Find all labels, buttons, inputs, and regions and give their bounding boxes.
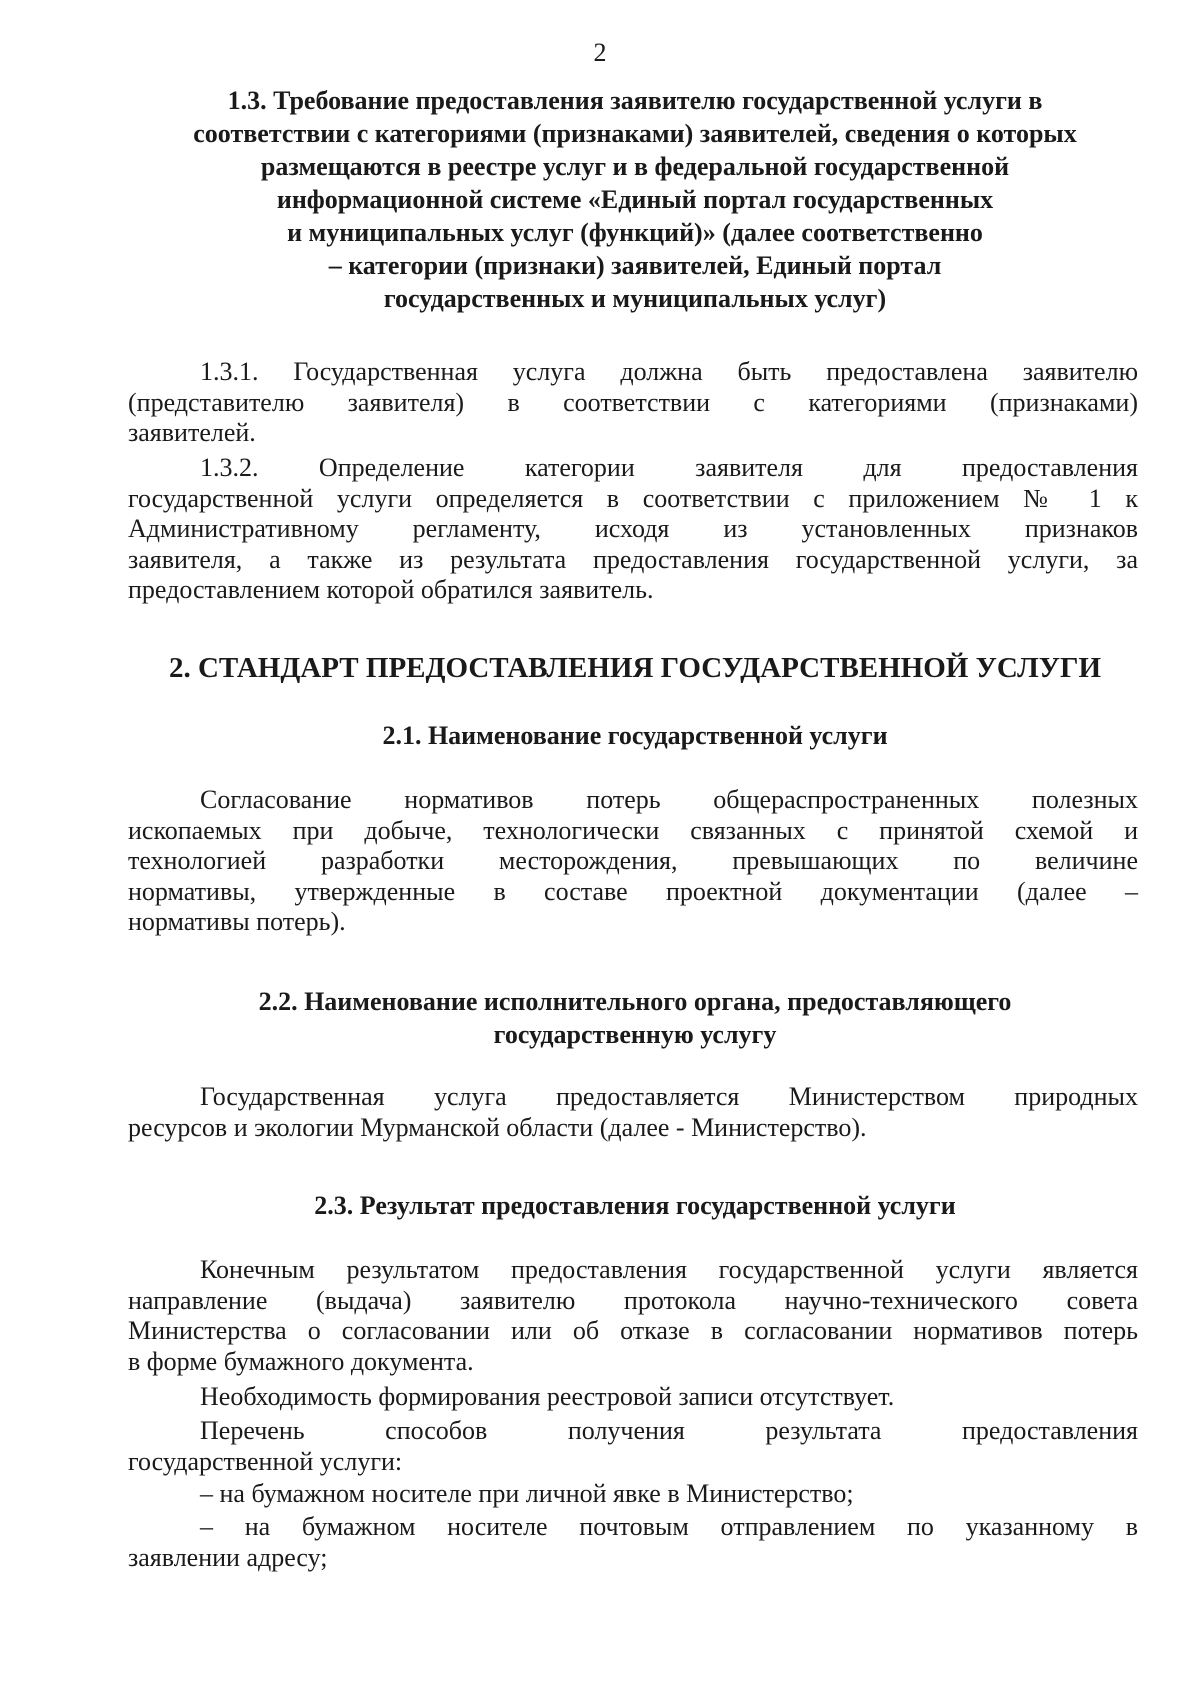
section-2-2-title bbox=[120, 985, 1150, 1051]
text-line: заявителей. bbox=[128, 418, 256, 447]
text-line: ископаемых при добыче, технологически связанных с принятой схемой и bbox=[128, 815, 1138, 845]
title-line: – категории (признаки) заявителей, Единый портал bbox=[328, 251, 942, 280]
text-line: в форме бумажного документа. bbox=[128, 1346, 474, 1376]
list-item bbox=[128, 1512, 1138, 1573]
title-line: 2.1. Наименование государственной услуги bbox=[382, 721, 888, 750]
paragraph-1-3-1 bbox=[128, 357, 1138, 449]
title-line: 2. СТАНДАРТ ПРЕДОСТАВЛЕНИЯ ГОСУДАРСТВЕННОЙ УСЛУГИ bbox=[168, 652, 1102, 684]
text-line: Необходимость формирования реестровой записи отсутствует. bbox=[200, 1382, 895, 1411]
text-line: 1.3.2. Определение категории заявителя для предоставления bbox=[200, 453, 1138, 482]
text-line: нормативы потерь). bbox=[128, 907, 346, 936]
text-line: государственной услуги определяется в соответствии с приложением № 1 к bbox=[128, 483, 1138, 513]
paragraph-2-1 bbox=[128, 785, 1138, 938]
text-line: направление (выдача) заявителю протокола научно-технического совета bbox=[128, 1285, 1138, 1315]
page-number: 2 bbox=[593, 38, 607, 67]
text-line: заявителя, а также из результата предоставления государственной услуги, за bbox=[128, 544, 1138, 574]
section-1-3-title bbox=[120, 84, 1150, 315]
paragraph-2-3-methods bbox=[128, 1416, 1138, 1477]
section-2-1-title bbox=[120, 719, 1150, 752]
text-line: Административному регламенту, исходя из установленных признаков bbox=[128, 514, 1138, 543]
text-line: – на бумажном носителе при личной явке в Министерство; bbox=[200, 1479, 854, 1508]
section-2-title bbox=[120, 650, 1150, 686]
text-line: Конечным результатом предоставления государственной услуги является bbox=[200, 1255, 1138, 1284]
text-line: Согласование нормативов потерь общераспространенных полезных bbox=[200, 785, 1138, 814]
title-line: информационной системе «Единый портал государственных bbox=[276, 185, 994, 214]
text-line: Министерства о согласовании или об отказе в согласовании нормативов потерь bbox=[128, 1316, 1138, 1345]
text-line: заявлении адресу; bbox=[128, 1542, 328, 1572]
text-line: Перечень способов получения результата предоставления bbox=[200, 1416, 1138, 1445]
title-line: и муниципальных услуг (функций)» (далее соответственно bbox=[287, 218, 983, 247]
text-line: Государственная услуга предоставляется Министерством природных bbox=[200, 1082, 1138, 1111]
title-line: 1.3. Требование предоставления заявителю государственной услуги в bbox=[227, 86, 1043, 115]
section-2-3-title bbox=[120, 1189, 1150, 1222]
text-line: государственной услуги: bbox=[128, 1446, 403, 1476]
title-line: государственную услугу bbox=[493, 1020, 777, 1049]
text-line: – на бумажном носителе почтовым отправлением по указанному в bbox=[200, 1512, 1138, 1541]
text-line: нормативы, утвержденные в составе проектной документации (далее – bbox=[128, 876, 1138, 906]
paragraph-2-3-registry bbox=[128, 1382, 1138, 1413]
text-line: (представителю заявителя) в соответствии с категориями (признаками) bbox=[128, 387, 1138, 417]
title-line: государственных и муниципальных услуг) bbox=[383, 284, 887, 313]
text-line: технологией разработки месторождения, превышающих по величине bbox=[128, 846, 1138, 875]
paragraph-2-3-result bbox=[128, 1255, 1138, 1377]
paragraph-2-2 bbox=[128, 1082, 1138, 1143]
title-line: 2.2. Наименование исполнительного органа, предоставляющего bbox=[258, 987, 1012, 1016]
paragraph-1-3-2 bbox=[128, 453, 1138, 606]
text-line: ресурсов и экологии Мурманской области (далее - Министерство). bbox=[128, 1112, 867, 1142]
title-line: размещаются в реестре услуг и в федеральной государственной bbox=[260, 152, 1010, 181]
title-line: соответствии с категориями (признаками) заявителей, сведения о которых bbox=[193, 119, 1077, 148]
title-line: 2.3. Результат предоставления государственной услуги bbox=[314, 1191, 956, 1220]
list-item bbox=[128, 1479, 1138, 1510]
text-line: 1.3.1. Государственная услуга должна быть предоставлена заявителю bbox=[200, 357, 1138, 386]
text-line: предоставлением которой обратился заявитель. bbox=[128, 575, 654, 604]
